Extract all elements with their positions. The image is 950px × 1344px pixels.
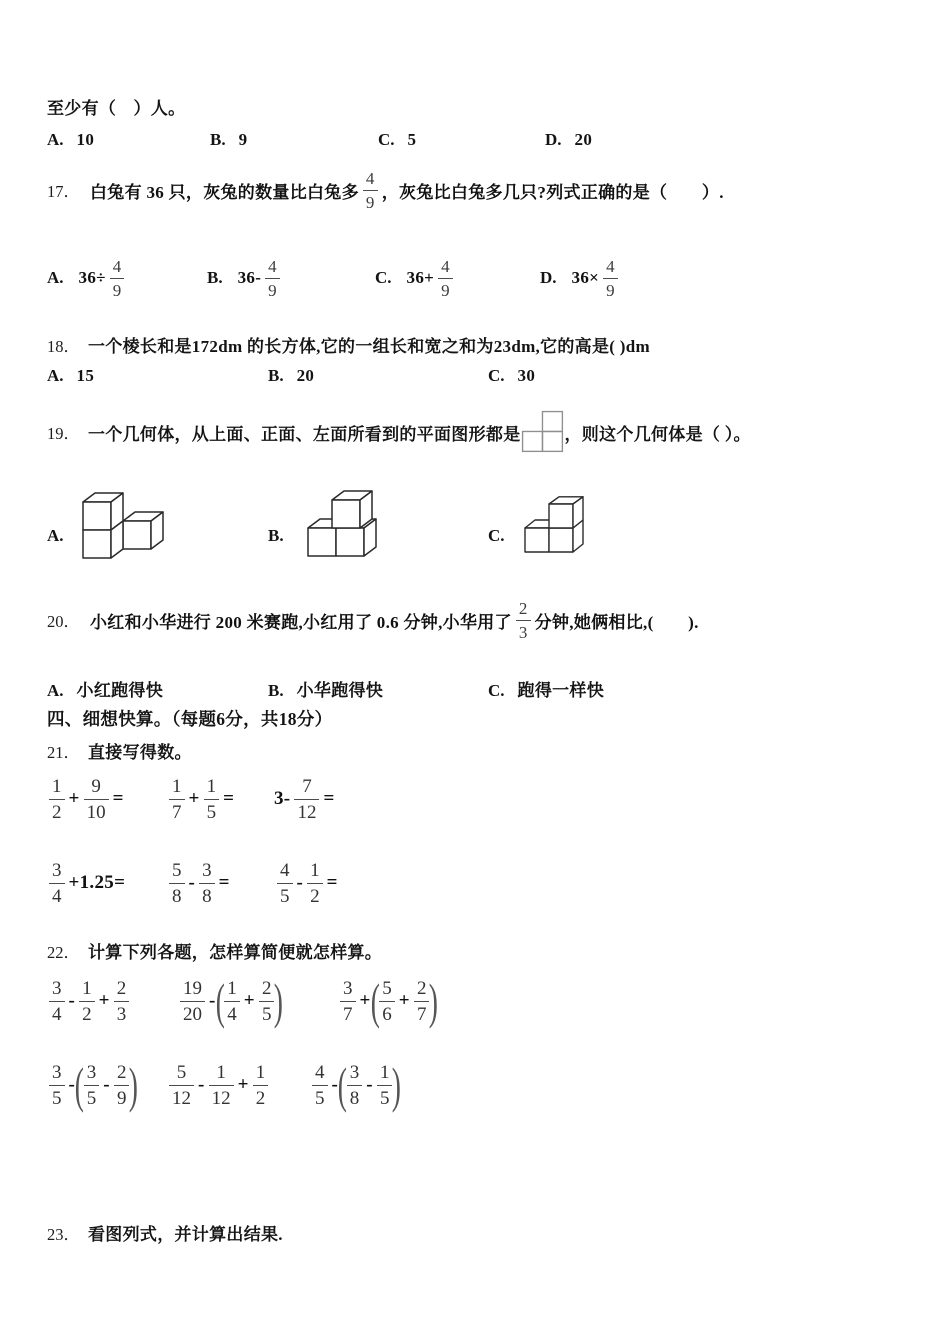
- q22-expr-5: [167, 1052, 270, 1118]
- expr-text: 白兔有 36 只，灰兔的数量比白兔多: [90, 182, 359, 202]
- expression: [167, 777, 236, 822]
- option-label: B.: [268, 366, 284, 385]
- expression: [167, 861, 232, 906]
- numerator: 3: [52, 859, 62, 881]
- q22-row2: [47, 1052, 930, 1118]
- q18-number: 18．: [47, 336, 80, 356]
- q17-stem-row: [47, 163, 930, 217]
- numerator: 19: [183, 977, 202, 999]
- paren: (: [337, 1057, 348, 1113]
- fraction: [114, 1063, 130, 1108]
- q22-number: 22．: [47, 942, 80, 962]
- numerator: 1: [82, 977, 92, 999]
- option-value: 跑得一样快: [517, 681, 605, 700]
- option-label: C.: [378, 130, 395, 149]
- q16-stem-tail: 至少有（ ）人。: [47, 99, 186, 118]
- cubes-c: [525, 497, 583, 552]
- q17-option-d: [540, 250, 620, 306]
- denominator: 10: [84, 799, 109, 822]
- figure-c-label: [488, 526, 505, 546]
- paren: ): [274, 973, 284, 1029]
- numerator: 2: [116, 977, 127, 999]
- numerator: 5: [382, 977, 392, 999]
- numerator: 1: [172, 775, 182, 797]
- numerator: 1: [52, 775, 62, 797]
- q18-stem: 一个棱长和是172dm 的长方体,它的一组长和宽之和为23dm,它的高是( )dm: [88, 337, 650, 356]
- expression: [272, 777, 337, 822]
- q18-stem-row: [47, 332, 930, 357]
- fraction: [603, 258, 618, 299]
- numerator: 3: [202, 859, 212, 881]
- numerator: 3: [52, 977, 62, 999]
- expr-text: -: [103, 1074, 110, 1095]
- q21-expr-3: [272, 770, 337, 828]
- q22-title-row: [47, 938, 930, 963]
- numerator: 2: [261, 977, 272, 999]
- q20-option-a: [47, 676, 163, 701]
- section4-title: 四、细想快算。（每题6分，共18分）: [47, 709, 333, 729]
- expr-text: +: [188, 788, 200, 809]
- fraction: [347, 1063, 363, 1108]
- numerator: 1: [216, 1061, 226, 1083]
- denominator: 9: [110, 278, 125, 299]
- q18-option-a: [47, 366, 94, 386]
- option-expression: [77, 258, 127, 299]
- option-value: 5: [407, 130, 417, 149]
- paren: (: [370, 973, 380, 1029]
- option-expression: [570, 258, 620, 299]
- numerator: 1: [255, 1061, 266, 1083]
- q21-expr-2: [167, 770, 236, 828]
- expr-text: +: [68, 788, 80, 809]
- q20-stem-row: [47, 592, 930, 648]
- q17-stem: [88, 170, 726, 211]
- denominator: 7: [169, 799, 185, 822]
- fraction: [49, 1063, 65, 1108]
- q23-title-row: [47, 1220, 930, 1245]
- q21-title-row: [47, 738, 930, 763]
- option-label: A.: [47, 268, 64, 287]
- expression: [178, 972, 284, 1030]
- cubes-a: [83, 493, 163, 558]
- denominator: 5: [204, 799, 220, 822]
- q22-title: 计算下列各题，怎样算简便就怎样算。: [88, 943, 383, 962]
- expression: [47, 777, 126, 822]
- q21-row2: [47, 854, 930, 912]
- cube-figure-a: [75, 490, 171, 568]
- fraction: [169, 861, 185, 906]
- q16-stem-tail-row: [47, 94, 930, 119]
- expr-text: +: [359, 990, 371, 1011]
- expression: [310, 1056, 402, 1114]
- expr-text: -: [331, 1074, 339, 1095]
- q19-stem-before: 一个几何体，从上面、正面、左面所看到的平面图形都是: [88, 424, 521, 444]
- fraction: [204, 777, 220, 822]
- fraction: [49, 861, 65, 906]
- expr-text: +1.25=: [68, 872, 126, 893]
- denominator: 12: [294, 799, 319, 822]
- option-label: A.: [47, 681, 64, 700]
- figure-label: B.: [268, 526, 284, 545]
- option-value: 10: [76, 130, 95, 149]
- expr-text: 小红和小华进行 200 米赛跑,小红用了 0.6 分钟,小华用了: [90, 612, 512, 632]
- numerator: 4: [280, 859, 290, 881]
- expr-text: 36+: [406, 268, 435, 287]
- fraction: [414, 979, 430, 1024]
- expr-text: ，灰兔比白兔多几只?列式正确的是（ ）.: [381, 182, 724, 202]
- expression: [47, 979, 131, 1024]
- q17-option-b: [207, 250, 282, 306]
- fraction: [49, 777, 65, 822]
- q22-expr-4: [47, 1052, 139, 1118]
- denominator: 12: [209, 1085, 234, 1108]
- expr-text: 3-: [274, 788, 291, 809]
- q20-stem: [88, 600, 701, 641]
- q21-title: 直接写得数。: [88, 743, 192, 762]
- denominator: 6: [379, 1001, 395, 1024]
- numerator: 4: [365, 168, 375, 188]
- denominator: 3: [516, 620, 531, 641]
- fraction: [209, 1063, 234, 1108]
- q21-expr-4: [47, 854, 127, 912]
- expression: [275, 861, 340, 906]
- q17-option-c: [375, 250, 455, 306]
- paren: (: [74, 1057, 85, 1113]
- option-value: 9: [238, 130, 248, 149]
- cubes-b: [308, 491, 376, 556]
- denominator: 5: [377, 1085, 393, 1108]
- fraction: [169, 1063, 194, 1108]
- denominator: 2: [79, 1001, 95, 1024]
- q18-options-row: [47, 366, 930, 390]
- q19-figures-row: [47, 488, 930, 578]
- q17-number: 17．: [47, 182, 80, 201]
- q21-expr-6: [275, 854, 340, 912]
- option-label: D.: [545, 130, 562, 149]
- expr-text: +: [237, 1074, 249, 1095]
- expr-text: +: [243, 990, 255, 1011]
- expr-text: =: [218, 872, 230, 893]
- denominator: 5: [277, 883, 293, 906]
- fraction: [377, 1063, 393, 1108]
- expr-text: 36-: [237, 268, 262, 287]
- q17-options-row: [47, 250, 930, 306]
- denominator: 7: [414, 1001, 430, 1024]
- fraction: [84, 1063, 100, 1108]
- option-expression: [236, 258, 282, 299]
- q16-options-row: [47, 130, 930, 154]
- expr-text: 分钟,她俩相比,( ).: [534, 612, 699, 632]
- numerator: 7: [302, 775, 312, 797]
- option-label: A.: [47, 366, 64, 385]
- denominator: 3: [114, 1001, 130, 1024]
- numerator: 5: [172, 859, 182, 881]
- denominator: 4: [224, 1001, 240, 1024]
- q20-number: 20．: [47, 612, 80, 631]
- figure-b-label: [268, 526, 284, 546]
- denominator: 2: [253, 1085, 269, 1108]
- expression: [338, 972, 439, 1030]
- expression: [167, 1063, 270, 1108]
- option-value: 20: [296, 366, 315, 385]
- numerator: 3: [343, 977, 353, 999]
- fraction: [199, 861, 215, 906]
- fraction: [516, 600, 531, 641]
- expr-text: +: [398, 990, 410, 1011]
- cube-figure-c: [519, 496, 591, 558]
- q22-row1: [47, 968, 930, 1034]
- fraction: [294, 777, 319, 822]
- denominator: 2: [49, 799, 65, 822]
- q21-expr-5: [167, 854, 232, 912]
- section4-header: [47, 706, 930, 731]
- option-value: 30: [517, 366, 536, 385]
- option-value: 小红跑得快: [76, 681, 164, 700]
- q22-expr-1: [47, 968, 131, 1034]
- q20-option-b: [268, 676, 383, 701]
- denominator: 20: [180, 1001, 205, 1024]
- expr-text: -: [198, 1074, 205, 1095]
- q23-title: 看图列式，并计算出结果.: [88, 1225, 283, 1244]
- denominator: 5: [259, 1001, 275, 1024]
- numerator: 2: [416, 977, 427, 999]
- paren: ): [429, 973, 439, 1029]
- paren: ): [129, 1057, 139, 1113]
- fraction: [259, 979, 275, 1024]
- q22-expr-3: [338, 968, 439, 1034]
- fraction: [307, 861, 323, 906]
- q18-option-b: [268, 366, 314, 386]
- option-label: D.: [540, 268, 557, 287]
- paren: (: [215, 973, 225, 1029]
- expr-text: =: [326, 872, 338, 893]
- denominator: 2: [307, 883, 323, 906]
- expr-text: 36÷: [78, 268, 106, 287]
- q18-option-c: [488, 366, 535, 386]
- option-value: 20: [574, 130, 593, 149]
- q16-option-c: [378, 130, 416, 150]
- fraction: [110, 258, 125, 299]
- numerator: 4: [606, 256, 615, 276]
- expr-text: +: [98, 990, 110, 1011]
- view-shape-l-triomino: [521, 410, 565, 454]
- numerator: 4: [112, 256, 122, 276]
- numerator: 4: [315, 1061, 325, 1083]
- expr-text: -: [68, 1074, 76, 1095]
- denominator: 5: [312, 1085, 328, 1108]
- numerator: 3: [52, 1061, 62, 1083]
- option-label: B.: [268, 681, 284, 700]
- denominator: 12: [169, 1085, 194, 1108]
- denominator: 4: [49, 1001, 65, 1024]
- fraction: [312, 1063, 328, 1108]
- option-label: C.: [488, 681, 505, 700]
- expr-text: -: [366, 1074, 373, 1095]
- q22-expr-2: [178, 968, 284, 1034]
- denominator: 8: [169, 883, 185, 906]
- expr-text: -: [296, 872, 304, 893]
- figure-label: A.: [47, 526, 64, 545]
- expr-text: =: [223, 788, 235, 809]
- expression: [47, 1056, 139, 1114]
- option-label: B.: [210, 130, 226, 149]
- numerator: 9: [91, 775, 101, 797]
- numerator: 2: [518, 598, 528, 618]
- option-value: 小华跑得快: [296, 681, 384, 700]
- q16-option-b: [210, 130, 247, 150]
- q21-number: 21．: [47, 742, 80, 762]
- fraction: [253, 1063, 269, 1108]
- denominator: 9: [603, 278, 618, 299]
- denominator: 5: [49, 1085, 65, 1108]
- denominator: 8: [347, 1085, 363, 1108]
- denominator: 4: [49, 883, 65, 906]
- numerator: 3: [86, 1061, 97, 1083]
- q17-option-a: [47, 250, 126, 306]
- q16-option-a: [47, 130, 94, 150]
- q20-options-row: [47, 676, 930, 700]
- numerator: 3: [349, 1061, 360, 1083]
- denominator: 8: [199, 883, 215, 906]
- numerator: 1: [310, 859, 320, 881]
- q21-expr-1: [47, 770, 126, 828]
- denominator: 7: [340, 1001, 356, 1024]
- expr-text: -: [209, 990, 216, 1011]
- fraction: [84, 777, 109, 822]
- q22-expr-6: [310, 1052, 402, 1118]
- option-expression: [405, 258, 455, 299]
- fraction: [169, 777, 185, 822]
- numerator: 4: [441, 256, 450, 276]
- fraction: [180, 979, 205, 1024]
- numerator: 1: [206, 775, 217, 797]
- option-label: B.: [207, 268, 223, 287]
- fraction: [363, 170, 378, 211]
- expr-text: -: [68, 990, 76, 1011]
- expression: [47, 861, 127, 906]
- cube-figure-b: [302, 490, 398, 566]
- denominator: 9: [114, 1085, 130, 1108]
- q21-row1: [47, 770, 930, 828]
- expr-text: 36×: [571, 268, 600, 287]
- expr-text: =: [323, 788, 335, 809]
- paren: ): [392, 1057, 402, 1113]
- q19-stem-row: [47, 402, 930, 462]
- q19-stem-after: ，则这个几何体是（ ）。: [564, 424, 751, 444]
- option-value: 15: [76, 366, 95, 385]
- numerator: 1: [227, 977, 237, 999]
- option-label: C.: [375, 268, 392, 287]
- denominator: 5: [84, 1085, 100, 1108]
- fraction: [224, 979, 240, 1024]
- numerator: 5: [176, 1061, 187, 1083]
- denominator: 9: [363, 190, 378, 211]
- numerator: 1: [379, 1061, 390, 1083]
- fraction: [114, 979, 130, 1024]
- numerator: 4: [268, 256, 277, 276]
- denominator: 9: [438, 278, 453, 299]
- q20-option-c: [488, 676, 604, 701]
- fraction: [340, 979, 356, 1024]
- option-label: C.: [488, 366, 505, 385]
- fraction: [49, 979, 65, 1024]
- l-triomino-squares: [522, 412, 562, 452]
- figure-label: C.: [488, 526, 505, 545]
- numerator: 2: [116, 1061, 127, 1083]
- expr-text: =: [112, 788, 124, 809]
- fraction: [379, 979, 395, 1024]
- fraction: [277, 861, 293, 906]
- q23-number: 23．: [47, 1224, 80, 1244]
- denominator: 9: [265, 278, 280, 299]
- q16-option-d: [545, 130, 592, 150]
- fraction: [265, 258, 280, 299]
- option-label: A.: [47, 130, 64, 149]
- fraction: [438, 258, 453, 299]
- q19-number: 19．: [47, 424, 80, 443]
- fraction: [79, 979, 95, 1024]
- figure-a-label: [47, 526, 64, 546]
- expr-text: -: [188, 872, 196, 893]
